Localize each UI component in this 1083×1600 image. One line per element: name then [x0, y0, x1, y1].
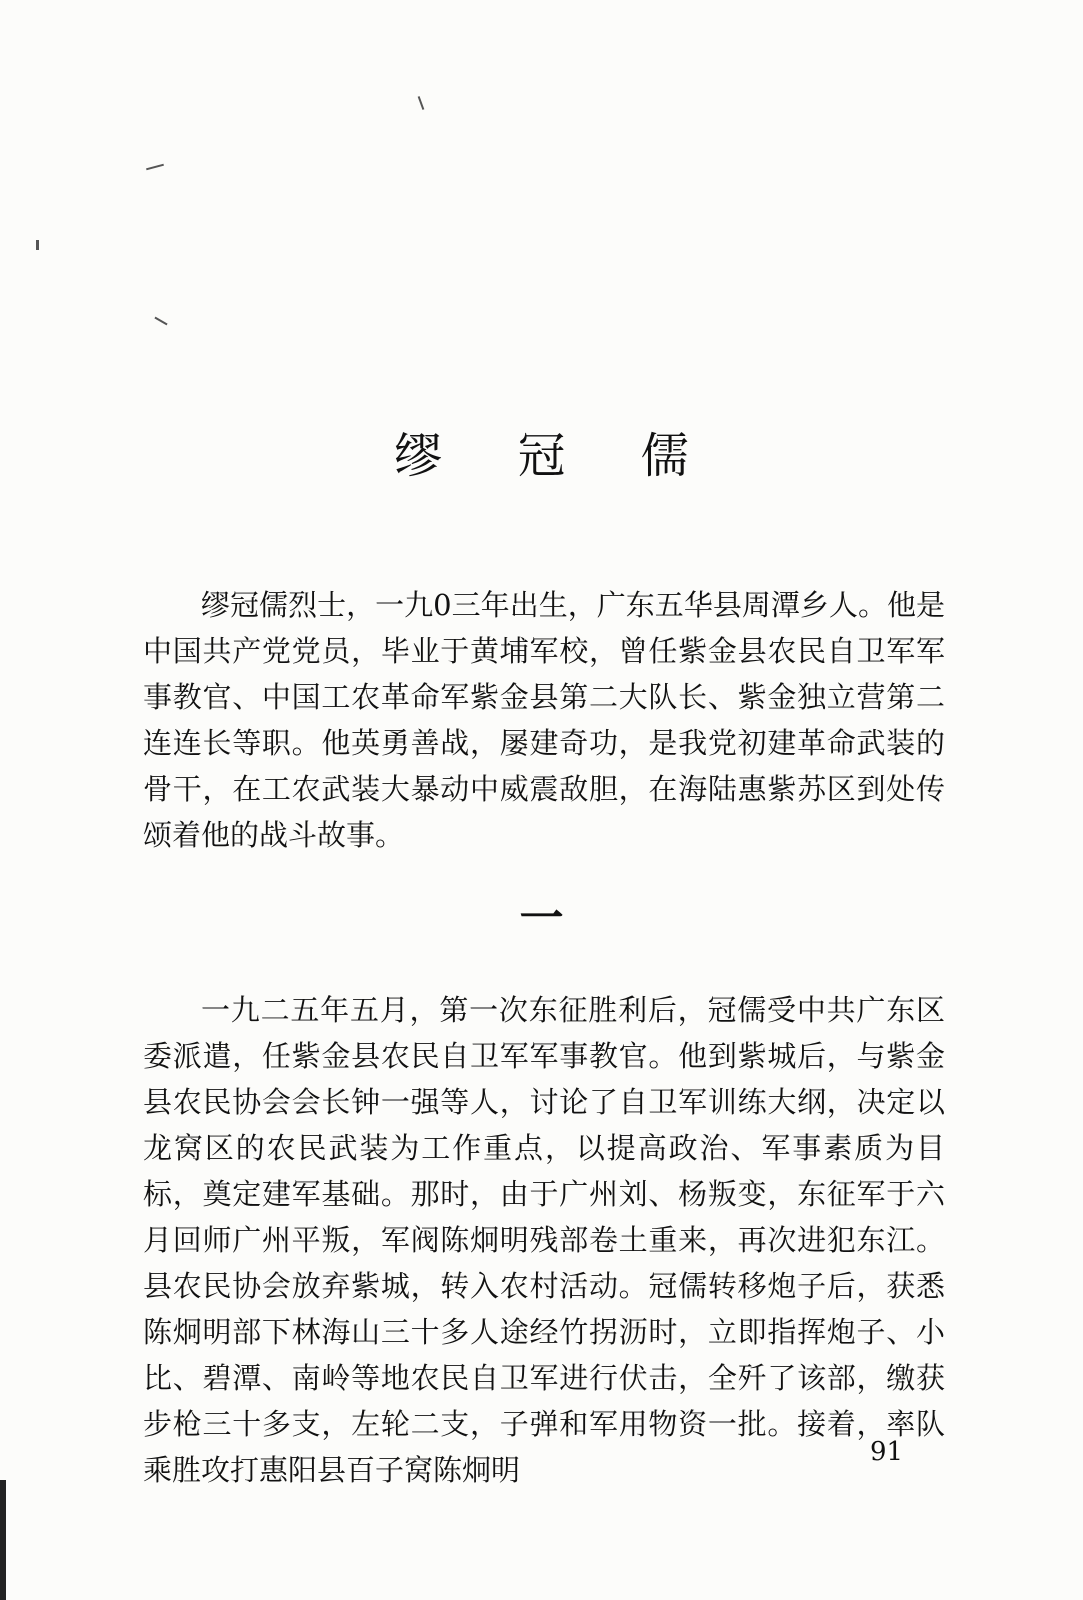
scan-speck — [154, 317, 167, 326]
intro-paragraph: 缪冠儒烈士，一九0三年出生，广东五华县周潭乡人。他是中国共产党党员，毕业于黄埔军校，曾任紫金县农民自卫军军事教官、中国工农革命军紫金县第二大队长、紫金独立营第二连连长等职。他英勇善战，屡建奇功，是我党初建革命武装的骨干，在工农武装大暴动中威震敌胆，在海陆惠紫苏区到处传颂着他的战斗故事。 — [143, 588, 945, 852]
scan-speck — [146, 164, 164, 171]
scan-speck — [36, 240, 39, 250]
scan-speck — [418, 96, 425, 110]
page-number: 91 — [870, 1437, 904, 1467]
section-number: 一 — [519, 893, 564, 944]
section-paragraph: 一九二五年五月，第一次东征胜利后，冠儒受中共广东区委派遣，任紫金县农民自卫军军事教官。他到紫城后，与紫金县农民协会会长钟一强等人，讨论了自卫军训练大纲，决定以龙窝区的农民武装为工作重点，以提高政治、军事素质为目标，奠定建军基础。那时，由于广州刘、杨叛变，东征军于六月回师广州平叛，军阀陈炯明残部卷土重来，再次进犯东江。县农民协会放弃紫城，转入农村活动。冠儒转移炮子后，获悉陈炯明部下林海山三十多人途经竹拐沥时，立即指挥炮子、小比、碧潭、南岭等地农民自卫军进行伏击，全歼了该部，缴获步枪三十多支，左轮二支，子弹和军用物资一批。接着，率队乘胜攻打惠阳县百子窝陈炯明 — [143, 993, 945, 1487]
scan-speck — [0, 1480, 6, 1600]
page-title: 缪 冠 儒 — [394, 428, 719, 484]
